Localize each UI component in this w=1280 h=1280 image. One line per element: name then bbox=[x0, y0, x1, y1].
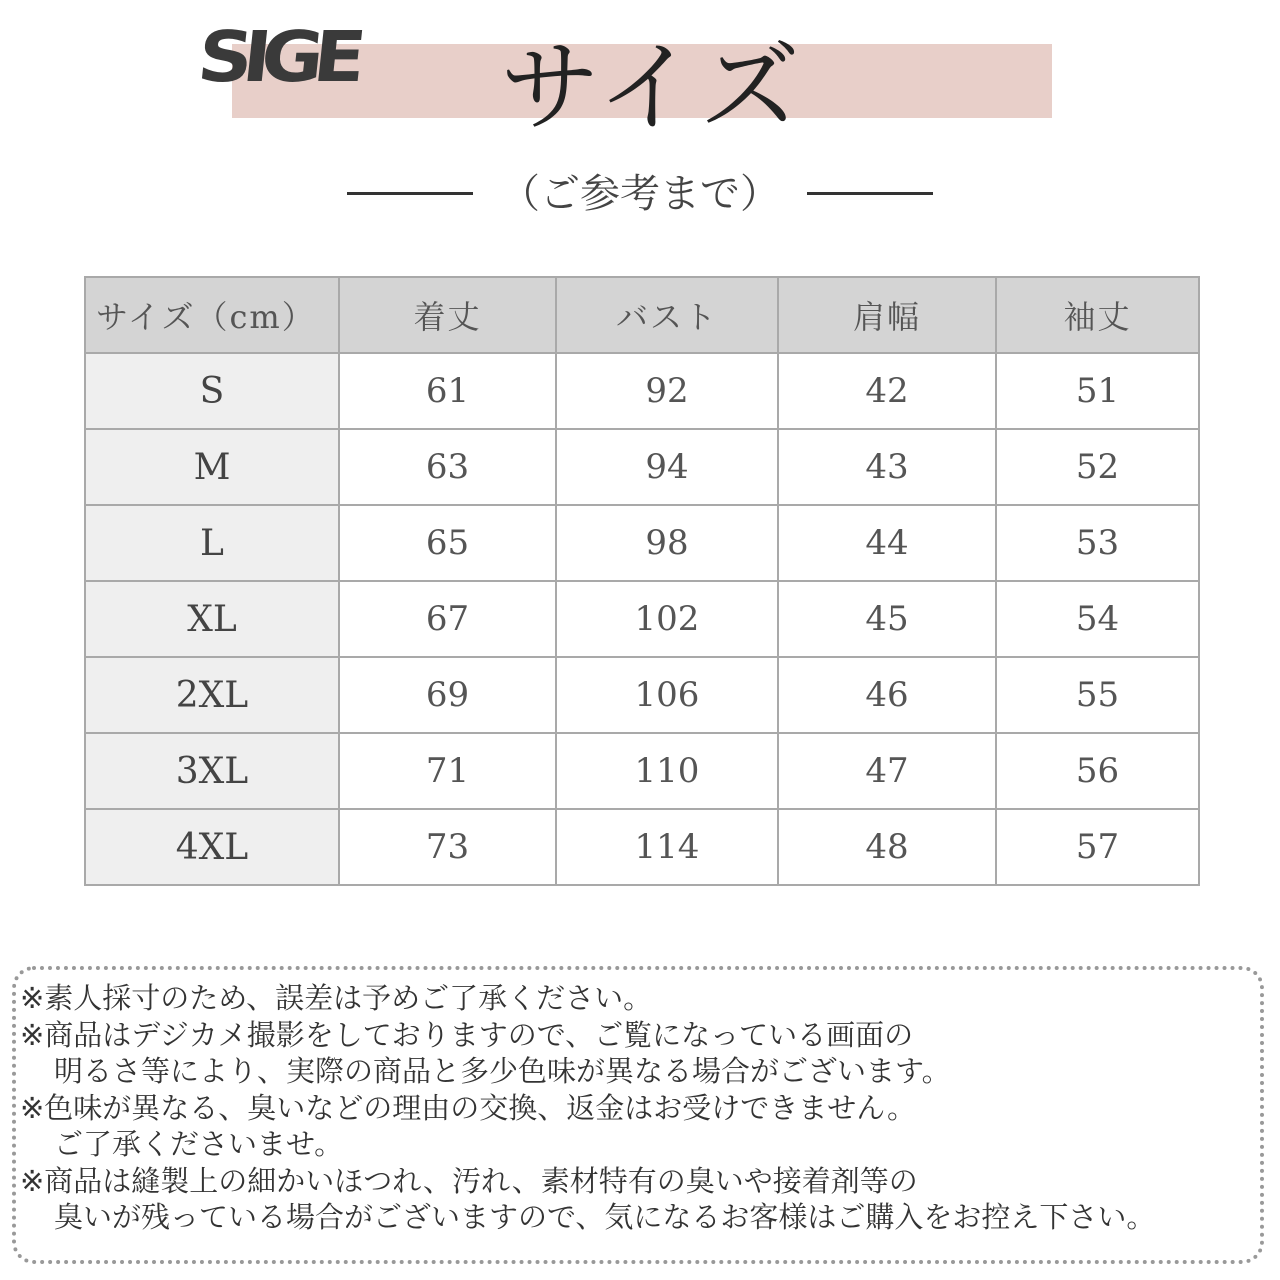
header-bust: バスト bbox=[556, 277, 778, 353]
sleeve-cell: 51 bbox=[996, 353, 1199, 429]
sleeve-cell: 53 bbox=[996, 505, 1199, 581]
header-sleeve: 袖丈 bbox=[996, 277, 1199, 353]
length-cell: 67 bbox=[339, 581, 556, 657]
header-size: サイズ（cm） bbox=[85, 277, 339, 353]
subtitle-row bbox=[0, 164, 1280, 224]
size-cell: L bbox=[85, 505, 339, 581]
note-line: ご了承くださいませ。 bbox=[54, 1127, 344, 1161]
page-title: サイズ bbox=[500, 29, 804, 146]
table-row bbox=[85, 581, 1199, 657]
shoulder-cell: 42 bbox=[778, 353, 996, 429]
size-logo: SIGE bbox=[194, 15, 360, 98]
sleeve-cell: 52 bbox=[996, 429, 1199, 505]
sleeve-cell: 54 bbox=[996, 581, 1199, 657]
table-row bbox=[85, 733, 1199, 809]
bust-cell: 114 bbox=[556, 809, 778, 885]
header-length: 着丈 bbox=[339, 277, 556, 353]
length-cell: 65 bbox=[339, 505, 556, 581]
length-cell: 61 bbox=[339, 353, 556, 429]
size-cell: 2XL bbox=[85, 657, 339, 733]
bust-cell: 94 bbox=[556, 429, 778, 505]
bust-cell: 106 bbox=[556, 657, 778, 733]
bust-cell: 98 bbox=[556, 505, 778, 581]
shoulder-cell: 48 bbox=[778, 809, 996, 885]
size-cell: XL bbox=[85, 581, 339, 657]
note-line: ※素人採寸のため、誤差は予めご了承ください。 bbox=[20, 981, 653, 1015]
shoulder-cell: 45 bbox=[778, 581, 996, 657]
note-line: ※商品はデジカメ撮影をしておりますので、ご覧になっている画面の bbox=[20, 1017, 914, 1052]
length-cell: 71 bbox=[339, 733, 556, 809]
table-row bbox=[85, 429, 1199, 505]
table-row bbox=[85, 505, 1199, 581]
size-cell: M bbox=[85, 429, 339, 505]
sleeve-cell: 57 bbox=[996, 809, 1199, 885]
shoulder-cell: 46 bbox=[778, 657, 996, 733]
note-line: 明るさ等により、実際の商品と多少色味が異なる場合がございます。 bbox=[54, 1054, 951, 1088]
bust-cell: 110 bbox=[556, 733, 778, 809]
bust-cell: 92 bbox=[556, 353, 778, 429]
subtitle: （ご参考まで） bbox=[500, 171, 780, 217]
length-cell: 73 bbox=[339, 809, 556, 885]
table-header-row bbox=[85, 277, 1199, 353]
table-row bbox=[85, 809, 1199, 885]
subtitle-divider-left bbox=[347, 192, 473, 195]
header-shoulder: 肩幅 bbox=[778, 277, 996, 353]
size-cell: 4XL bbox=[85, 809, 339, 885]
shoulder-cell: 44 bbox=[778, 505, 996, 581]
note-line: ※色味が異なる、臭いなどの理由の交換、返金はお受けできません。 bbox=[20, 1090, 917, 1125]
length-cell: 69 bbox=[339, 657, 556, 733]
length-cell: 63 bbox=[339, 429, 556, 505]
notes-list bbox=[20, 980, 1260, 1236]
size-cell: S bbox=[85, 353, 339, 429]
note-line: 臭いが残っている場合がございますので、気になるお客様はご購入をお控え下さい。 bbox=[54, 1200, 1156, 1234]
sleeve-cell: 55 bbox=[996, 657, 1199, 733]
size-chart-table bbox=[84, 276, 1200, 886]
table-row bbox=[85, 353, 1199, 429]
bust-cell: 102 bbox=[556, 581, 778, 657]
subtitle-divider-right bbox=[807, 192, 933, 195]
size-cell: 3XL bbox=[85, 733, 339, 809]
sleeve-cell: 56 bbox=[996, 733, 1199, 809]
shoulder-cell: 47 bbox=[778, 733, 996, 809]
note-line: ※商品は縫製上の細かいほつれ、汚れ、素材特有の臭いや接着剤等の bbox=[20, 1163, 918, 1198]
shoulder-cell: 43 bbox=[778, 429, 996, 505]
table-row bbox=[85, 657, 1199, 733]
